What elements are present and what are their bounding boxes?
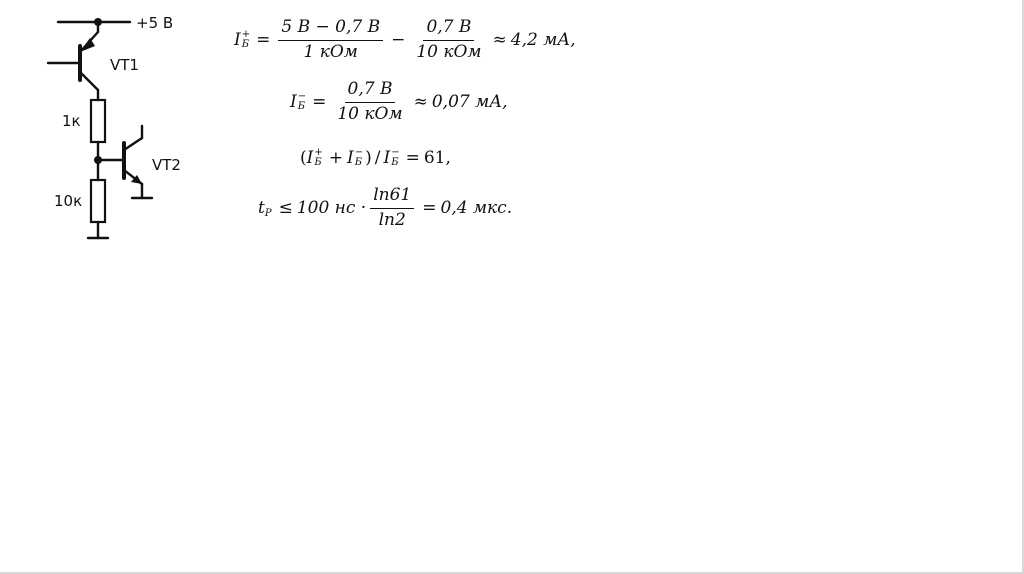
slash: / xyxy=(374,148,381,168)
result: 61, xyxy=(423,148,451,168)
symbol-i: I xyxy=(290,92,297,113)
subscript: Б xyxy=(297,101,306,113)
vt1-label: VT1 xyxy=(110,56,139,74)
fraction xyxy=(370,186,414,230)
numerator: 0,7 В xyxy=(423,18,474,41)
numerator: ln61 xyxy=(370,186,414,209)
minus-sign: − xyxy=(391,30,406,51)
symbol-i: I xyxy=(383,148,391,168)
symbol-t: t xyxy=(258,198,265,219)
result: 4,2 мА, xyxy=(510,30,576,51)
numerator: 0,7 В xyxy=(345,80,396,103)
equals-sign: = xyxy=(256,30,271,51)
superscript: + xyxy=(314,147,323,158)
formula-line-4 xyxy=(258,186,512,230)
formula-line-1 xyxy=(234,18,576,62)
close-paren: ) xyxy=(365,148,372,168)
formula-line-2 xyxy=(290,80,507,124)
subscript: Б xyxy=(241,39,250,51)
numerator: 5 В − 0,7 В xyxy=(278,18,383,41)
result: 0,07 мА, xyxy=(431,92,508,113)
superscript: + xyxy=(241,29,251,41)
symbol-indices xyxy=(314,148,322,168)
vt2-label: VT2 xyxy=(152,156,181,174)
superscript: − xyxy=(297,91,307,103)
result: 0,4 мкс. xyxy=(440,198,513,219)
fraction-2 xyxy=(413,18,484,62)
denominator: 10 кОм xyxy=(337,103,403,124)
equals-sign: = xyxy=(312,92,327,113)
denominator: ln2 xyxy=(378,209,406,230)
symbol-i: I xyxy=(347,148,354,168)
symbol-indices xyxy=(242,30,250,50)
superscript: − xyxy=(391,147,400,158)
equals-sign: = xyxy=(422,198,437,219)
subscript: Б xyxy=(391,157,399,168)
approx-sign: ≈ xyxy=(492,30,507,51)
symbol-indices xyxy=(391,148,399,168)
r2-label: 10к xyxy=(54,192,83,210)
approx-sign: ≈ xyxy=(413,92,428,113)
open-paren: ( xyxy=(300,148,307,168)
fraction xyxy=(334,80,405,124)
symbol-i: I xyxy=(306,148,314,168)
subscript: Б xyxy=(354,157,363,168)
formulas xyxy=(0,0,1024,260)
le-sign: ≤ xyxy=(278,198,293,219)
denominator: 10 кОм xyxy=(416,41,482,62)
superscript: − xyxy=(354,147,364,158)
formula-line-3 xyxy=(300,148,451,168)
symbol-indices xyxy=(298,92,306,112)
subscript: Б xyxy=(314,157,322,168)
plus-sign: + xyxy=(328,148,343,168)
value: 100 нс · xyxy=(296,198,367,219)
r1-label: 1к xyxy=(62,112,81,130)
subscript: Р xyxy=(264,207,272,219)
equals-sign: = xyxy=(405,148,420,168)
denominator: 1 кОм xyxy=(303,41,358,62)
fraction-1 xyxy=(278,18,383,62)
symbol-i: I xyxy=(234,30,241,51)
symbol-indices xyxy=(355,148,363,168)
supply-label: +5 В xyxy=(136,14,174,32)
